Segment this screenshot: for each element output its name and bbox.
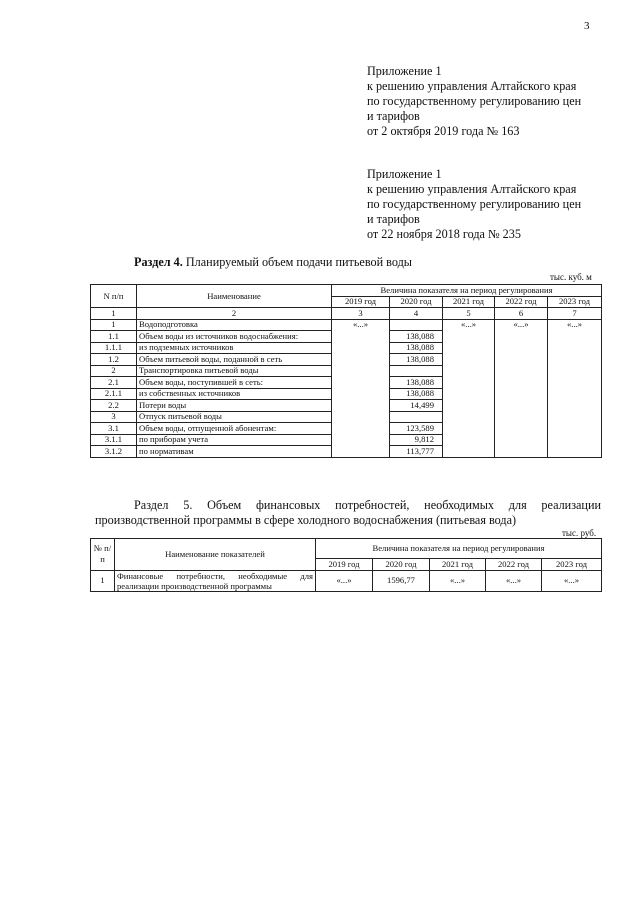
- row-name: Водоподготовка: [137, 319, 332, 331]
- value-2020: 138,088: [390, 377, 443, 389]
- header-year: 2022 год: [495, 296, 548, 308]
- value-2020: [390, 365, 443, 377]
- header-year: 2022 год: [486, 559, 542, 571]
- value-2020: 14,499: [390, 400, 443, 412]
- header-period: Величина показателя на период регулирования: [332, 285, 602, 297]
- row-num: 2.1.1: [91, 388, 137, 400]
- section4-title: [134, 255, 412, 270]
- col-number: 1: [91, 308, 137, 320]
- appendix-line: и тарифов: [367, 109, 420, 123]
- value-2020: 138,088: [390, 388, 443, 400]
- col-number: 2: [137, 308, 332, 320]
- value-2021: «...»: [443, 319, 495, 457]
- section5-title: [95, 498, 601, 528]
- header-num: N п/п: [91, 285, 137, 308]
- section4-title-text: Планируемый объем подачи питьевой воды: [185, 255, 412, 269]
- section4-unit: тыс. куб. м: [550, 272, 592, 282]
- row-num: 3: [91, 411, 137, 423]
- row-num: 2.1: [91, 377, 137, 389]
- appendix-line: от 22 ноября 2018 года № 235: [367, 227, 521, 241]
- row-name: по нормативам: [137, 446, 332, 458]
- value-2020: [390, 319, 443, 331]
- row-num: 2: [91, 365, 137, 377]
- row-num: 1.1.1: [91, 342, 137, 354]
- header-year: 2021 год: [443, 296, 495, 308]
- appendix-line: Приложение 1: [367, 167, 442, 181]
- col-number: 5: [443, 308, 495, 320]
- table-row: [91, 570, 602, 591]
- section5-unit: тыс. руб.: [562, 528, 597, 538]
- col-number: 7: [548, 308, 602, 320]
- section5-title-line1: [95, 498, 601, 513]
- row-num: 1.1: [91, 331, 137, 343]
- row-num: 3.1.1: [91, 434, 137, 446]
- row-num: 1: [91, 570, 115, 591]
- row-name: Объем воды из источников водоснабжения:: [137, 331, 332, 343]
- page-number: 3: [584, 20, 590, 32]
- appendix-line: от 2 октября 2019 года № 163: [367, 124, 520, 138]
- section5-line1-text: Раздел 5. Объем финансовых потребностей, необходимых для реализации: [134, 498, 601, 512]
- value-2023: «...»: [548, 319, 602, 457]
- header-num: № п/п: [91, 539, 115, 571]
- table-header-row: [91, 285, 602, 297]
- header-year: 2021 год: [430, 559, 486, 571]
- row-name: из собственных источников: [137, 388, 332, 400]
- appendix-line: Приложение 1: [367, 64, 442, 78]
- row-num: 3.1.2: [91, 446, 137, 458]
- row-num: 3.1: [91, 423, 137, 435]
- header-name: Наименование: [137, 285, 332, 308]
- table-row: [91, 319, 602, 331]
- header-name: Наименование показателей: [115, 539, 316, 571]
- value-2020: 9,812: [390, 434, 443, 446]
- appendix-previous: [367, 167, 581, 242]
- row-name: Отпуск питьевой воды: [137, 411, 332, 423]
- row-name: по приборам учета: [137, 434, 332, 446]
- value-2022: «...»: [495, 319, 548, 457]
- section5-table: [90, 538, 602, 592]
- appendix-line: к решению управления Алтайского края: [367, 79, 577, 93]
- appendix-line: к решению управления Алтайского края: [367, 182, 577, 196]
- value-2021: «...»: [430, 570, 486, 591]
- row-num: 1.2: [91, 354, 137, 366]
- col-number: 6: [495, 308, 548, 320]
- value-2019: «...»: [316, 570, 373, 591]
- value-2020: 138,088: [390, 331, 443, 343]
- header-year: 2020 год: [373, 559, 430, 571]
- value-2020: 138,088: [390, 354, 443, 366]
- row-num: 1: [91, 319, 137, 331]
- row-name: Объем питьевой воды, поданной в сеть: [137, 354, 332, 366]
- row-name: Финансовые потребности, необходимые для реализации производственной программы: [115, 570, 316, 591]
- value-2020: 123,589: [390, 423, 443, 435]
- appendix-current: [367, 64, 581, 139]
- row-name: Потери воды: [137, 400, 332, 412]
- appendix-line: и тарифов: [367, 212, 420, 226]
- header-year: 2019 год: [332, 296, 390, 308]
- value-2020: [390, 411, 443, 423]
- row-name: Транспортировка питьевой воды: [137, 365, 332, 377]
- section4-table: [90, 284, 602, 458]
- header-year: 2019 год: [316, 559, 373, 571]
- header-year: 2023 год: [548, 296, 602, 308]
- row-name: Объем воды, поступившей в сеть:: [137, 377, 332, 389]
- value-2020: 113,777: [390, 446, 443, 458]
- header-period: Величина показателя на период регулирования: [316, 539, 602, 559]
- appendix-line: по государственному регулированию цен: [367, 94, 582, 108]
- header-year: 2023 год: [542, 559, 602, 571]
- section4-label: Раздел 4.: [134, 255, 183, 269]
- header-year: 2020 год: [390, 296, 443, 308]
- row-name: из подземных источников: [137, 342, 332, 354]
- value-2020: 138,088: [390, 342, 443, 354]
- appendix-line: по государственному регулированию цен: [367, 197, 582, 211]
- row-name: Объем воды, отпущенной абонентам:: [137, 423, 332, 435]
- row-num: 2.2: [91, 400, 137, 412]
- value-2023: «...»: [542, 570, 602, 591]
- table-colnum-row: [91, 308, 602, 320]
- col-number: 3: [332, 308, 390, 320]
- table-header-row: [91, 539, 602, 559]
- value-2020: 1596,77: [373, 570, 430, 591]
- col-number: 4: [390, 308, 443, 320]
- section5-title-line2: производственной программы в сфере холодного водоснабжения (питьевая вода): [95, 513, 517, 527]
- value-2019: «...»: [332, 319, 390, 457]
- value-2022: «...»: [486, 570, 542, 591]
